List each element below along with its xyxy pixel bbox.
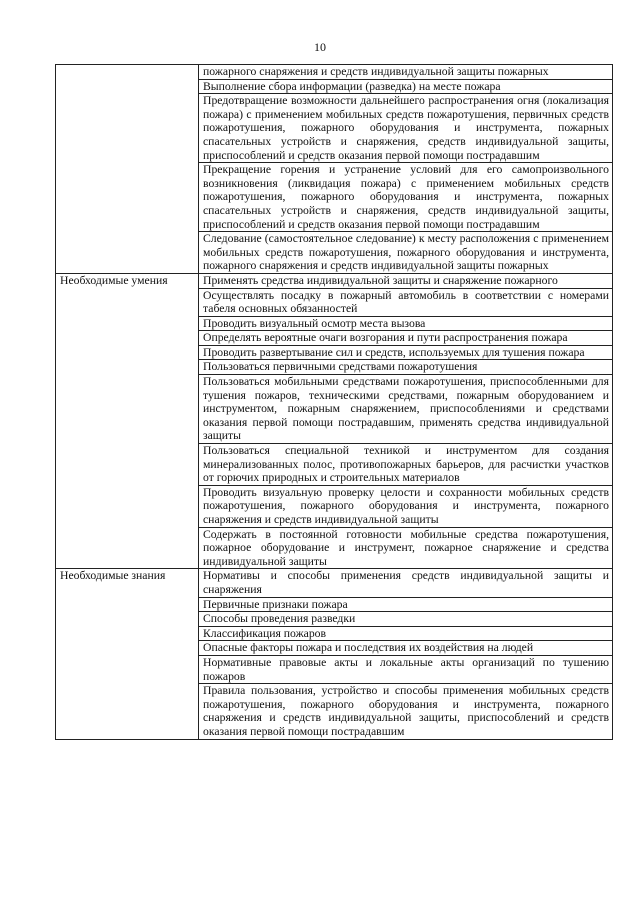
row-text: Пользоваться первичными средствами пожаротушения: [199, 360, 613, 375]
row-text: Нормативные правовые акты и локальные акты организаций по тушению пожаров: [199, 655, 613, 683]
row-text: Пользоваться специальной техникой и инструментом для создания минерализованных полос, противопожарных барьеров, для расчистки участков от горючих природных и строительных материалов: [199, 444, 613, 486]
row-text: Предотвращение возможности дальнейшего распространения огня (локализация пожара) с применением мобильных средств пожаротушения, первичных средств пожаротушения, пожарного оборудования и инструмента, пожарных спасательных устройств и снаряжения, средств индивидуальной защиты, приспособлений и средств оказания первой помощи пострадавшим: [199, 94, 613, 163]
row-text: Пользоваться мобильными средствами пожаротушения, приспособленными для тушения пожаров, техническими средствами, пожарным оборудованием и инструментом, пожарным снаряжением, приспособлениями и средствами оказания первой помощи пострадавшим, применять средства индивидуальной защиты: [199, 375, 613, 444]
row-text: Следование (самостоятельное следование) к месту расположения с применением мобильных средств пожаротушения, пожарного оборудования и инструмента, пожарного снаряжения и средств индивидуальной защиты пожарных: [199, 232, 613, 274]
row-text: Классификация пожаров: [199, 626, 613, 641]
row-text: Проводить визуальную проверку целости и сохранности мобильных средств пожаротушения, пожарного оборудования и инструмента, пожарного снаряжения и средств индивидуальной защиты: [199, 485, 613, 527]
table-row: [56, 273, 613, 288]
page-number: 10: [314, 40, 326, 54]
row-text: Выполнение сбора информации (разведка) на месте пожара: [199, 79, 613, 94]
row-text: Способы проведения разведки: [199, 612, 613, 627]
row-text: Осуществлять посадку в пожарный автомобиль в соответствии с номерами табеля основных обязанностей: [199, 288, 613, 316]
row-text: Содержать в постоянной готовности мобильные средства пожаротушения, пожарное оборудование и инструмент, пожарное снаряжение и средства индивидуальной защиты: [199, 527, 613, 569]
qualification-table: [55, 64, 613, 740]
section-label-skills: Необходимые умения: [56, 273, 199, 568]
table-row: [56, 65, 613, 80]
row-text: Прекращение горения и устранение условий для его самопроизвольного возникновения (ликвидация пожара) с применением мобильных средств пожаротушения, пожарного оборудования и инструмента, пожарных спасательных устройств и снаряжения, средств индивидуальной защиты, приспособлений и средств оказания первой помощи пострадавшим: [199, 163, 613, 232]
row-text: Определять вероятные очаги возгорания и пути распространения пожара: [199, 331, 613, 346]
row-label-empty: [56, 65, 199, 274]
row-text: Правила пользования, устройство и способы применения мобильных средств пожаротушения, пожарного оборудования и инструмента, пожарного снаряжения и средств индивидуальной защиты, приспособлений и средств оказания первой помощи пострадавшим: [199, 684, 613, 739]
row-text: Проводить развертывание сил и средств, используемых для тушения пожара: [199, 345, 613, 360]
row-text: пожарного снаряжения и средств индивидуальной защиты пожарных: [199, 65, 613, 80]
row-text: Первичные признаки пожара: [199, 597, 613, 612]
section-label-knowledge: Необходимые знания: [56, 569, 199, 739]
row-text: Опасные факторы пожара и последствия их воздействия на людей: [199, 641, 613, 656]
table-row: [56, 569, 613, 597]
row-text: Применять средства индивидуальной защиты и снаряжение пожарного: [199, 273, 613, 288]
row-text: Проводить визуальный осмотр места вызова: [199, 316, 613, 331]
row-text: Нормативы и способы применения средств индивидуальной защиты и снаряжения: [199, 569, 613, 597]
